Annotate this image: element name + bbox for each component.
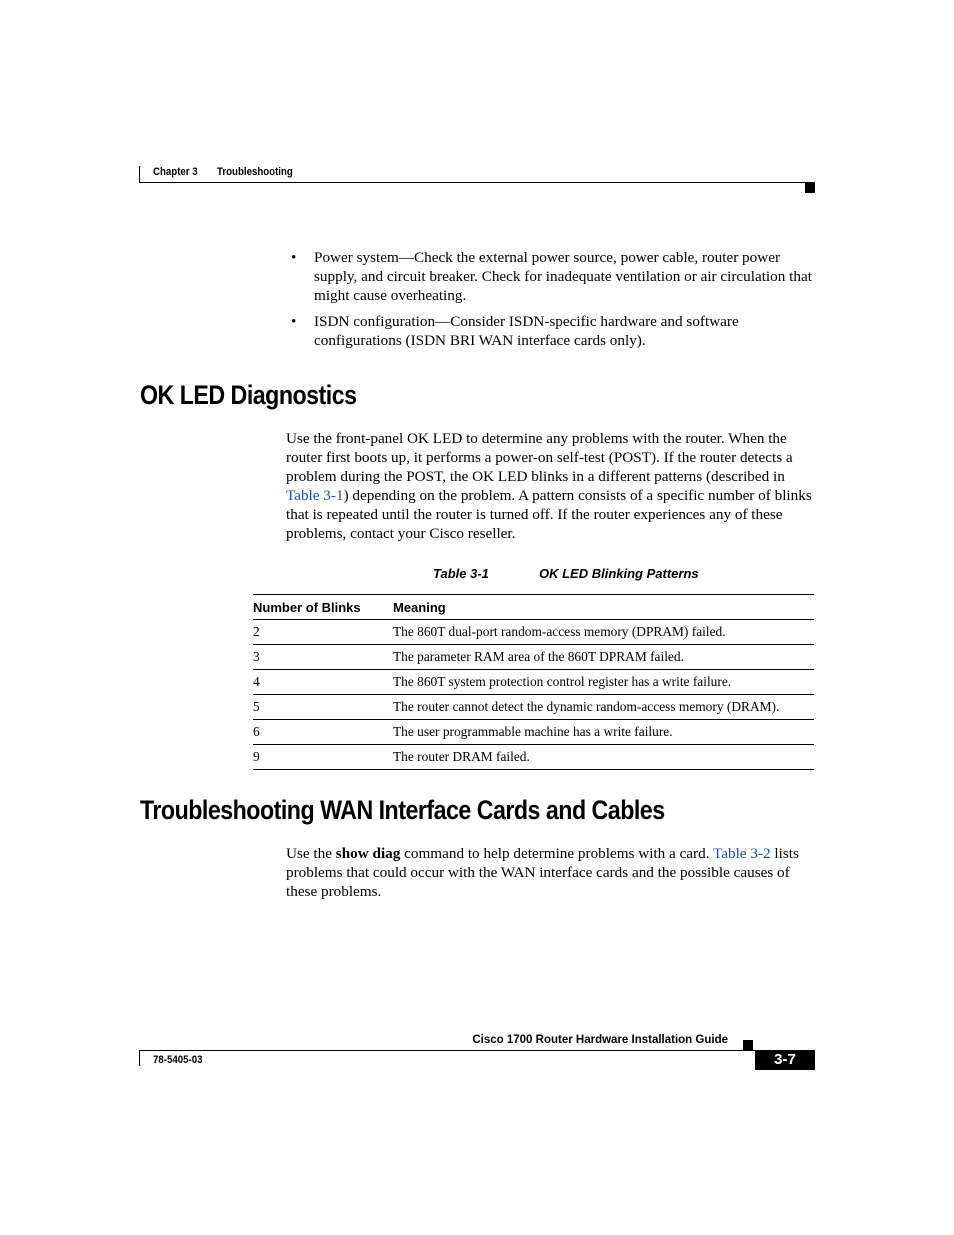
- header-section: Troubleshooting: [217, 166, 293, 178]
- table-cell: The parameter RAM area of the 860T DPRAM failed.: [393, 645, 814, 670]
- bullet-text: Power system—Check the external power source, power cable, router power supply, and circuit breaker. Check for inadequate ventilation or air circulation that might cause overheating.: [314, 249, 812, 304]
- table-row: [253, 695, 814, 720]
- section2-paragraph: [286, 844, 814, 901]
- footer-tick: [139, 1050, 140, 1066]
- blink-patterns-table: [253, 594, 814, 770]
- table-row: [253, 745, 814, 770]
- table-cell: The router cannot detect the dynamic random-access memory (DRAM).: [393, 695, 814, 720]
- table-row: [253, 720, 814, 745]
- table-cell: The router DRAM failed.: [393, 745, 814, 770]
- table-cell: 2: [253, 620, 393, 645]
- bullet-text: ISDN configuration—Consider ISDN-specific hardware and software configurations (ISDN BRI WAN interface cards only).: [314, 313, 739, 349]
- table-row: [253, 620, 814, 645]
- table-link[interactable]: Table 3-1: [286, 487, 344, 504]
- table-cell: The 860T dual-port random-access memory (DPRAM) failed.: [393, 620, 814, 645]
- table-cell: The 860T system protection control register has a write failure.: [393, 670, 814, 695]
- para-text: Use the front-panel OK LED to determine any problems with the router. When the router first boots up, it performs a power-on self-test (POST). If the router detects a problem during the POST, the OK LED blinks in a different patterns (described in: [286, 430, 793, 485]
- footer-rule: [139, 1050, 755, 1051]
- column-header: Meaning: [393, 595, 814, 620]
- header-rule: [139, 182, 815, 183]
- table-row: [253, 645, 814, 670]
- bullet-icon: •: [291, 313, 297, 330]
- table-cell: The user programmable machine has a write failure.: [393, 720, 814, 745]
- header-chapter: Chapter 3: [153, 166, 198, 178]
- section1-paragraph: [286, 429, 814, 543]
- footer-marker: [743, 1040, 753, 1050]
- footer-doc-number: 78-5405-03: [153, 1054, 203, 1066]
- section-heading-wan-cards: Troubleshooting WAN Interface Cards and Cables: [140, 795, 665, 825]
- list-item: [286, 312, 816, 350]
- table-cell: 6: [253, 720, 393, 745]
- table-cell: 4: [253, 670, 393, 695]
- footer-guide-title: Cisco 1700 Router Hardware Installation Guide: [472, 1034, 728, 1046]
- para-text: command to help determine problems with a card.: [400, 845, 714, 862]
- para-text: ) depending on the problem. A pattern consists of a specific number of blinks that is repeated until the router is turned off. If the router experiences any of these problems, contact your Cisco reseller.: [286, 487, 812, 542]
- list-item: [286, 248, 816, 305]
- table-row: [253, 670, 814, 695]
- table-cell: 5: [253, 695, 393, 720]
- table-caption-number: Table 3-1: [433, 566, 489, 581]
- bullet-icon: •: [291, 249, 297, 266]
- header-marker: [805, 183, 815, 193]
- page-number: 3-7: [755, 1050, 815, 1070]
- column-header: Number of Blinks: [253, 595, 393, 620]
- para-text: lists problems that could occur with the WAN interface cards and the possible causes of these problems.: [286, 845, 799, 900]
- table-header-row: [253, 595, 814, 620]
- section-heading-ok-led: OK LED Diagnostics: [140, 380, 357, 410]
- table-caption-title: OK LED Blinking Patterns: [539, 566, 699, 581]
- bullet-list: [286, 248, 816, 357]
- table-link[interactable]: Table 3-2: [713, 845, 771, 862]
- table-cell: 9: [253, 745, 393, 770]
- para-text: Use the: [286, 845, 336, 862]
- table-cell: 3: [253, 645, 393, 670]
- header-tick: [139, 166, 140, 182]
- command-text: show diag: [335, 845, 401, 862]
